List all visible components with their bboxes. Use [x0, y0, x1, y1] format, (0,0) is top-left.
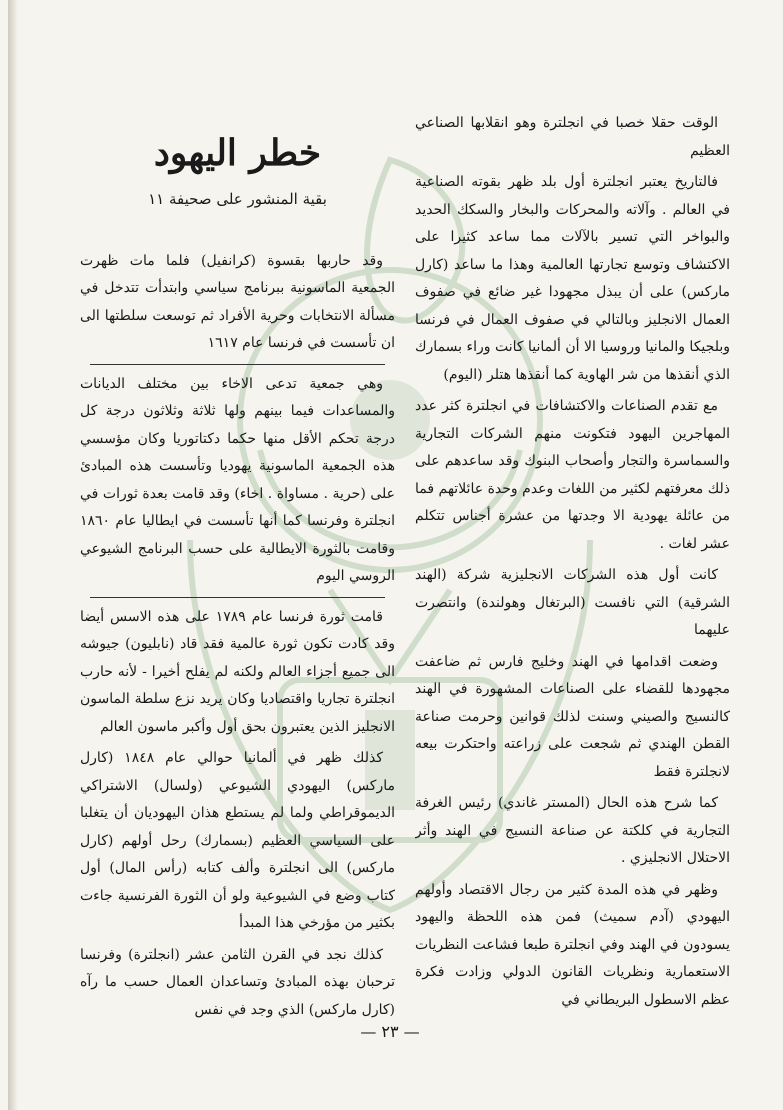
paragraph: وقد حاربها بقسوة (كرانفيل) فلما مات ظهرت الجمعية الماسونية ببرنامج سياسي وابتدأت تتدخل في مسألة الانتخابات وحرية الأفراد ثم توسعت سلطتها الى ان تأسست في فرنسا عام ١٦١٧	[80, 252, 395, 351]
paragraph: فالتاريخ يعتبر انجلترة أول بلد ظهر بقوته الصناعية في العالم . وآلاته والمحركات والبخار والسكك الحديد والبواخر التي تسير بالآلات مما ساعد كثيرا على الاكتشاف وتوسع تجارتها العالمية وهذا ما ساعد (كارل ماركس) على أن يبذل مجهودا غير ضائع في صفوف العمال الانجليز وبالتالي في صفوف العمال في فرنسا وبلجيكا والمانيا وروسيا الا أن ألمانيا كانت وراء بسمارك الذي أنقذها من شر الهاوية كما أنقذها هتلر (اليوم)	[415, 174, 730, 383]
paragraph: قامت ثورة فرنسا عام ١٧٨٩ على هذه الاسس أيضا وقد كادت تكون ثورة عالمية فقد قاد (نابليون) جيوشه الى جميع أجزاء العالم ولكنه لم يفلح أخيرا - لأنه حارب انجلترة تجاريا واقتصاديا وكان يريد نزع سلطة الماسون الانجليز الذين يعتبرون بحق أول وأكبر ماسون العالم	[80, 608, 395, 735]
article-subtitle: بقية المنشور على صحيفة ١١	[148, 190, 327, 208]
right-column	[80, 110, 395, 1020]
divider	[90, 597, 385, 598]
paragraph: كما شرح هذه الحال (المستر غاندي) رئيس الغرفة التجارية في كلكتة عن صناعة النسيج في الهند وأثر الاحتلال الانجليزي .	[415, 795, 730, 866]
paragraph: وظهر في هذه المدة كثير من رجال الاقتصاد وأولهم اليهودي (آدم سميث) فمن هذه اللحظة واليهود يسودون في الهند وفي انجلترة طبعا فشاعت النظريات الاستعمارية ونظريات القانون الدولي وزادت فكرة عظم الاسطول البريطاني في	[415, 881, 730, 1008]
paragraph: كانت أول هذه الشركات الانجليزية شركة (الهند الشرقية) التي نافست (البرتغال وهولندة) وانتصرت عليهما	[415, 567, 730, 638]
paragraph: مع تقدم الصناعات والاكتشافات في انجلترة كثر عدد المهاجرين اليهود فتكونت منهم الشركات التجارية والسماسرة والتجار وأصحاب البنوك وقد ساعدهم على ذلك معرفتهم لكثير من اللغات وعدم وحدة عائلاتهم فما من عائلة يهودية الا وجدتها من عشرة أجناس تتكلم عشر لغات .	[415, 398, 730, 552]
paragraph: وهي جمعية تدعى الاخاء بين مختلف الديانات والمساعدات فيما بينهم ولها ثلاثة وثلاثون درجة كل درجة تحكم الأقل منها حكما دكتاتوريا وكان مؤسسي هذه الجمعية الماسونية يهوديا وتأسست هذه المبادئ على (حرية . مساواة . اخاء) وقد قامت بعدة ثورات في انجلترة وفرنسا كما أنها تأسست في ايطاليا عام ١٨٦٠ وقامت بالثورة الايطالية على حسب البرنامج الشيوعي الروسي اليوم	[80, 375, 395, 584]
page-number: — ٢٣ —	[360, 1022, 420, 1041]
paragraph: الوقت حقلا خصبا في انجلترة وهو انقلابها الصناعي العظيم	[415, 115, 730, 159]
paragraph: وضعت اقدامها في الهند وخليج فارس ثم ضاعفت مجهودها للقضاء على الصناعات المشهورة في الهند كالنسيج والصيني وسنت لذلك قوانين وحرمت صناعة القطن الهندي ثم شجعت على زراعته واحتكرت بيعه لانجلترة فقط	[415, 653, 730, 780]
paragraph: كذلك ظهر في ألمانيا حوالي عام ١٨٤٨ (كارل ماركس) اليهودي الشيوعي (ولسال) الاشتراكي الديموقراطي ولما لم يستطع هذان اليهوديان أن يتغلبا على السياسي العظيم (بسمارك) رحل أولهم (كارل ماركس) الى انجلترة وألف كتابه (رأس المال) أول كتاب وضع في الشيوعية ولو أن الثورة الفرنسية جاءت بكثير من مؤرخي هذا المبدأ	[80, 750, 395, 931]
article-title: خطر اليهود	[153, 132, 322, 174]
divider	[90, 364, 385, 365]
left-column	[415, 110, 730, 1020]
article-columns	[80, 110, 730, 1020]
paragraph: كذلك نجد في القرن الثامن عشر (انجلترة) وفرنسا ترحبان بهذه المبادئ وتساعدان العمال حسب ما رآه (كارل ماركس) الذي وجد في نفس	[80, 946, 395, 1018]
